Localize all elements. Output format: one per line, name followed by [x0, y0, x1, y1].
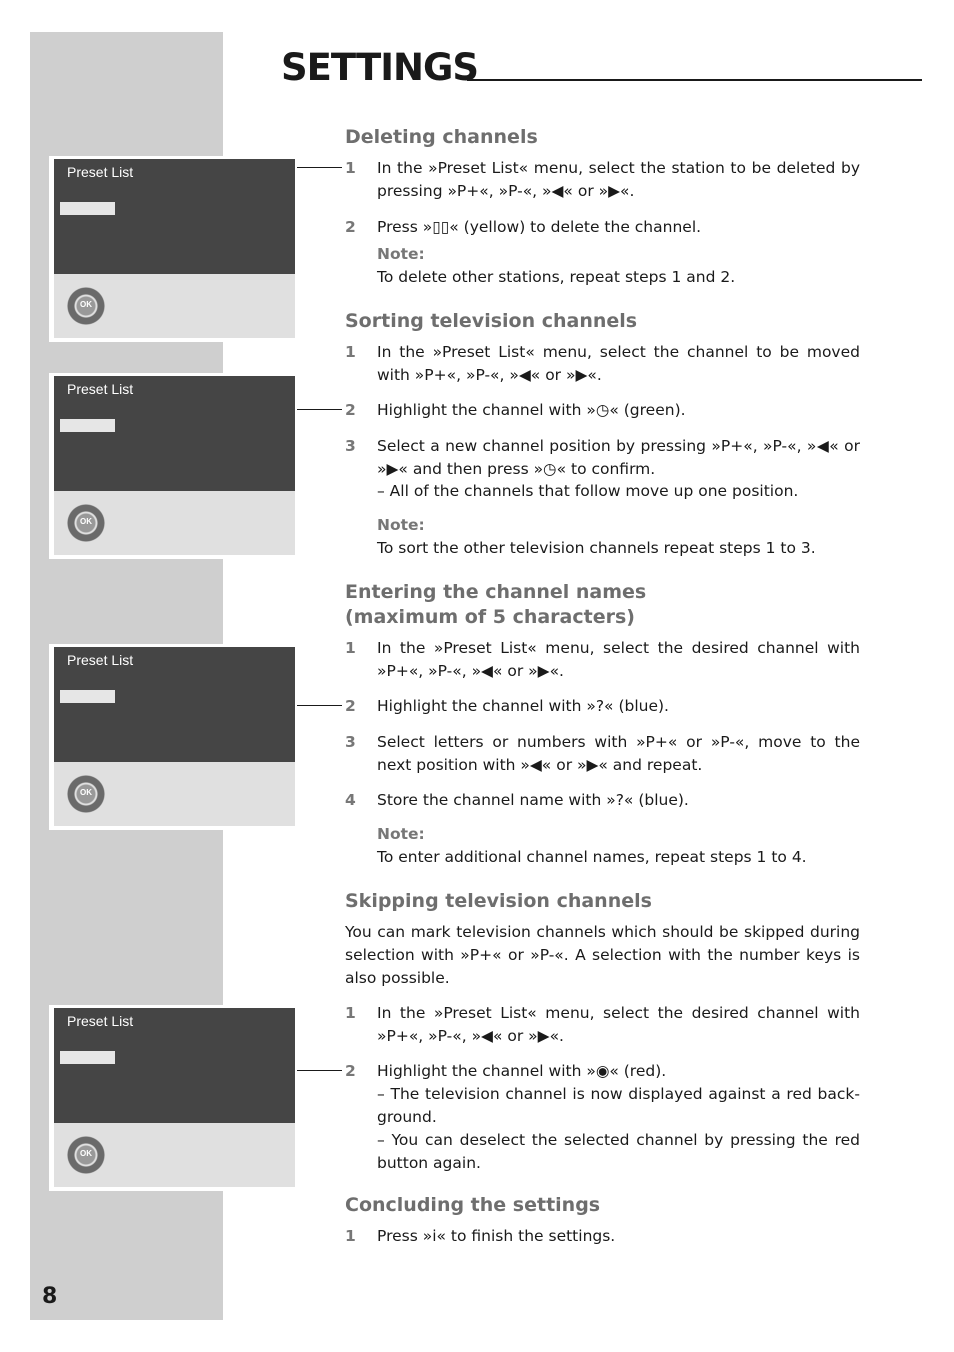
highlight-bar [60, 419, 115, 432]
screen-control-area [54, 274, 295, 338]
note-label: Note: [377, 516, 425, 534]
step-number: 3 [345, 437, 356, 455]
highlight-bar [60, 202, 115, 215]
step-text: In the »Preset List« menu, select the desired channel with »P+«, »P-«, »◀« or »▶«. [377, 1004, 860, 1045]
connector-line-3 [297, 705, 342, 706]
ok-button-icon: OK [67, 287, 105, 325]
step-text: Highlight the channel with »?« (blue). [377, 697, 669, 715]
preset-list-screen-1 [49, 156, 297, 342]
connector-line-4 [297, 1070, 342, 1071]
note-text: To delete other stations, repeat steps 1 and 2. [377, 268, 736, 286]
note-label: Note: [377, 245, 425, 263]
step-text: Highlight the channel with »◉« (red). [377, 1062, 667, 1080]
step-number: 4 [345, 791, 356, 809]
screen-title: Preset List [67, 381, 134, 397]
screen-control-area [54, 762, 295, 826]
highlight-bar [60, 1051, 115, 1064]
step-text: In the »Preset List« menu, select the desired channel with »P+«, »P-«, »◀« or »▶«. [377, 639, 860, 680]
screen-menu-area [54, 376, 295, 491]
note-label: Note: [377, 825, 425, 843]
screen-menu-area [54, 647, 295, 762]
ok-button-icon: OK [67, 504, 105, 542]
step-number: 1 [345, 639, 356, 657]
step-text: Highlight the channel with »◷« (green). [377, 401, 686, 419]
page-title: SETTINGS [281, 46, 478, 89]
step-number: 2 [345, 697, 356, 715]
step-number: 1 [345, 1004, 356, 1022]
heading-sorting-channels: Sorting television channels [345, 310, 638, 332]
screen-title: Preset List [67, 652, 134, 668]
step-text: Select a new channel position by pressing »P+«, »P-«, »◀« or »▶« and then press »◷« to confirm. [377, 437, 860, 478]
step-text: Store the channel name with »?« (blue). [377, 791, 689, 809]
step-number: 2 [345, 1062, 356, 1080]
screen-control-area [54, 1123, 295, 1187]
heading-concluding: Concluding the settings [345, 1194, 601, 1216]
step-number: 1 [345, 1227, 356, 1245]
step-number: 3 [345, 733, 356, 751]
step-subpoint: – The television channel is now displayed against a red back-ground. [377, 1085, 860, 1126]
screen-title: Preset List [67, 1013, 134, 1029]
connector-line-2 [297, 409, 342, 410]
step-number: 2 [345, 401, 356, 419]
page-number: 8 [42, 1284, 58, 1309]
screen-menu-area [54, 1008, 295, 1123]
ok-button-icon: OK [67, 1136, 105, 1174]
note-text: To sort the other television channels repeat steps 1 to 3. [377, 539, 816, 557]
heading-entering-names: Entering the channel names [345, 581, 647, 603]
heading-entering-names-sub: (maximum of 5 characters) [345, 606, 635, 628]
note-text: To enter additional channel names, repeat steps 1 to 4. [377, 848, 807, 866]
step-number: 1 [345, 159, 356, 177]
ok-button-icon: OK [67, 775, 105, 813]
step-text: Select letters or numbers with »P+« or »P-«, move to the next position with »◀« or »▶« and repeat. [377, 733, 860, 774]
screen-title: Preset List [67, 164, 134, 180]
preset-list-screen-3 [49, 644, 297, 830]
connector-line-1 [297, 167, 342, 168]
step-subpoint: – You can deselect the selected channel by pressing the red button again. [377, 1131, 860, 1172]
preset-list-screen-4 [49, 1005, 297, 1191]
step-number: 1 [345, 343, 356, 361]
step-text: Press »▯▯« (yellow) to delete the channel. [377, 218, 702, 236]
step-text: Press »i« to finish the settings. [377, 1227, 616, 1245]
screen-control-area [54, 491, 295, 555]
screen-menu-area [54, 159, 295, 274]
heading-deleting-channels: Deleting channels [345, 126, 538, 148]
step-text: In the »Preset List« menu, select the channel to be moved with »P+«, »P-«, »◀« or »▶«. [377, 343, 860, 384]
step-subpoint: – All of the channels that follow move up one position. [377, 482, 799, 500]
preset-list-screen-2 [49, 373, 297, 559]
heading-skipping-channels: Skipping television channels [345, 890, 652, 912]
step-text: In the »Preset List« menu, select the station to be deleted by pressing »P+«, »P-«, »◀« or »▶«. [377, 159, 860, 200]
step-number: 2 [345, 218, 356, 236]
intro-paragraph: You can mark television channels which should be skipped during selection with »P+« or »P-«. A selection with the number keys is also possible. [345, 923, 860, 987]
title-rule [467, 79, 922, 81]
highlight-bar [60, 690, 115, 703]
